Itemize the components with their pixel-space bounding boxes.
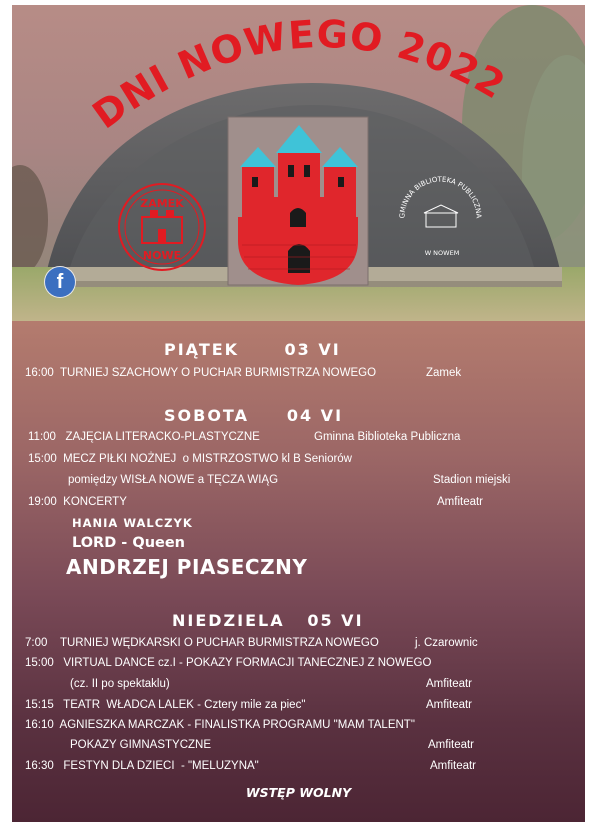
day-heading-friday (164, 340, 341, 359)
event-row (25, 637, 379, 649)
event-subtitle: pomiędzy WISŁA NOWE a TĘCZA WIĄG (68, 474, 279, 486)
event-place: Zamek (426, 367, 462, 379)
event-title: ZAJĘCIA LITERACKO-PLASTYCZNE (65, 431, 260, 443)
event-title: AGNIESZKA MARCZAK - FINALISTKA PROGRAMU "MAM TALENT" (59, 719, 415, 731)
event-row (25, 699, 305, 711)
day-date: 05 VI (307, 611, 364, 630)
day-date: 04 VI (286, 406, 344, 425)
event-title: VIRTUAL DANCE cz.I - POKAZY FORMACJI TANECZNEJ Z NOWEGO (63, 657, 432, 669)
event-row (28, 453, 352, 465)
event-subtitle: (cz. II po spektaklu) (70, 678, 170, 690)
facebook-icon[interactable]: f (45, 267, 75, 297)
event-time: 15:00 (25, 657, 54, 669)
event-row (25, 760, 259, 772)
event-title: TURNIEJ SZACHOWY O PUCHAR BURMISTRZA NOWEGO (59, 367, 377, 379)
zamek-logo-top: ZAMEK (140, 197, 184, 210)
artist-name: HANIA WALCZYK (72, 516, 193, 530)
event-time: 15:15 (25, 699, 54, 711)
event-subtitle: POKAZY GIMNASTYCZNE (70, 739, 212, 751)
event-row (25, 657, 431, 669)
event-time: 16:10 (25, 719, 54, 731)
event-place: Amfiteatr (426, 699, 473, 711)
day-date: 03 VI (284, 340, 341, 359)
event-time: 19:00 (28, 496, 57, 508)
day-name: NIEDZIELA (172, 611, 285, 630)
event-place: Gminna Biblioteka Publiczna (314, 431, 461, 443)
event-title: TURNIEJ WĘDKARSKI O PUCHAR BURMISTRZA NOWEGO (59, 637, 379, 649)
event-title: FESTYN DLA DZIECI - "MELUZYNA" (63, 760, 259, 772)
event-place: Amfiteatr (426, 678, 473, 690)
library-logo-bottom: W NOWEM (424, 249, 460, 257)
zamek-logo-icon (119, 184, 205, 270)
event-row (25, 367, 376, 379)
event-row (25, 719, 415, 731)
artist-headliner: ANDRZEJ PIASECZNY (66, 555, 308, 579)
zamek-logo-bottom: NOWE (142, 249, 182, 262)
free-entry-note: WSTĘP WOLNY (245, 785, 352, 800)
artist-name: LORD - Queen (72, 535, 186, 551)
library-logo-arc: GMINNA BIBLIOTEKA PUBLICZNA (398, 175, 483, 219)
library-logo-icon (398, 176, 482, 257)
town-crest-icon (228, 117, 368, 285)
event-place: Stadion miejski (433, 474, 511, 486)
poster (12, 5, 585, 822)
event-time: 16:30 (25, 760, 54, 772)
event-title: MECZ PIŁKI NOŻNEJ o MISTRZOSTWO kl B Seniorów (63, 453, 352, 465)
event-time: 7:00 (25, 637, 48, 649)
event-place: Amfiteatr (437, 496, 484, 508)
event-place: Amfiteatr (430, 760, 477, 772)
event-title: KONCERTY (63, 496, 127, 508)
event-time: 11:00 (28, 431, 56, 443)
event-time: 15:00 (28, 453, 57, 465)
event-place: j. Czarownic (415, 637, 478, 649)
title-graphic (12, 5, 585, 321)
hero-banner (12, 5, 585, 321)
day-heading-sunday (172, 611, 364, 630)
day-name: SOBOTA (164, 406, 249, 425)
event-title: TEATR WŁADCA LALEK - Cztery mile za piec" (63, 699, 306, 711)
event-time: 16:00 (25, 367, 54, 379)
event-title: DNI NOWEGO 2022 (84, 11, 513, 138)
event-row (28, 496, 127, 508)
day-name: PIĄTEK (164, 340, 240, 359)
day-heading-saturday (164, 406, 343, 425)
event-place: Amfiteatr (428, 739, 475, 751)
event-row (28, 431, 260, 443)
